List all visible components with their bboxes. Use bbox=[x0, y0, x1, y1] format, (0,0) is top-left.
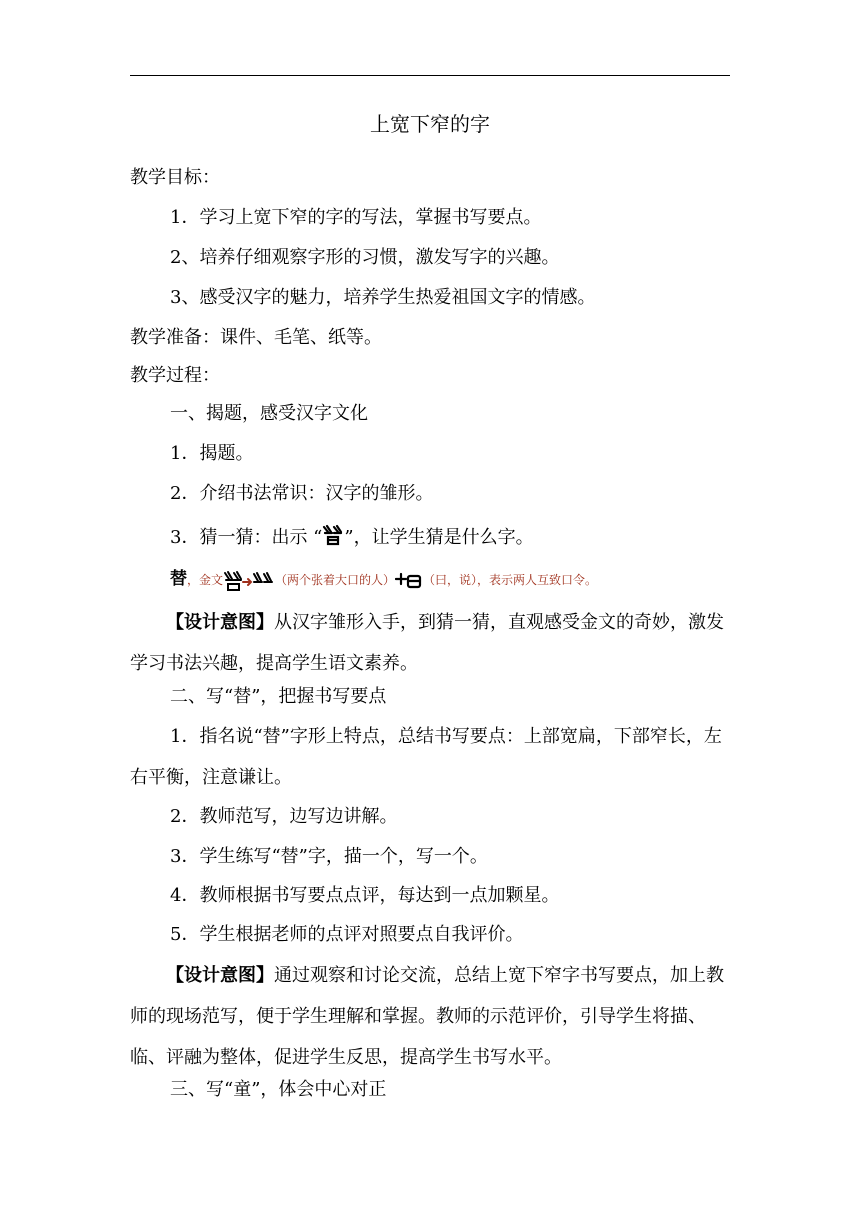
section-2-item-4: 4．教师根据书写要点点评，每达到一点加颗星。 bbox=[170, 885, 560, 906]
section-2-item-1: 1．指名说“替”字形上特点，总结书写要点：上部宽扁，下部窄长，左右平衡，注意谦让。 bbox=[130, 726, 722, 788]
goal-1: 1．学习上宽下窄的字的写法，掌握书写要点。 bbox=[170, 207, 542, 228]
design-intent-2 bbox=[130, 955, 730, 1078]
section-1-item-3-text-b: ”，让学生猜是什么字。 bbox=[344, 527, 534, 548]
design-intent-1 bbox=[130, 602, 730, 684]
section-1-item-2: 2．介绍书法常识：汉字的雏形。 bbox=[170, 483, 434, 504]
bronze-script-icon bbox=[223, 570, 275, 592]
section-1-item-3 bbox=[170, 524, 730, 548]
section-1-heading: 一、揭题，感受汉字文化 bbox=[170, 403, 368, 424]
design-intent-1-text: 从汉字雏形入手，到猜一猜，直观感受金文的奇妙，激发学习书法兴趣，提高学生语文素养。 bbox=[130, 612, 724, 674]
section-1-item-1: 1．揭题。 bbox=[170, 443, 254, 464]
mouth-glyph-icon bbox=[395, 572, 423, 590]
goal-2: 2、培养仔细观察字形的习惯，激发写字的兴趣。 bbox=[170, 247, 560, 268]
process-heading: 教学过程： bbox=[130, 365, 220, 386]
section-2-item-2: 2．教师范写，边写边讲解。 bbox=[170, 806, 398, 827]
bronze-glyph-icon bbox=[322, 524, 344, 546]
design-intent-2-text: 通过观察和讨论交流，总结上宽下窄字书写要点，加上教师的现场范写，便于学生理解和掌握。教师的示范评价，引导学生将描、临、评融为整体，促进学生反思，提高学生书写水平。 bbox=[130, 965, 724, 1068]
note-text-a: ，金文 bbox=[187, 573, 224, 587]
preparation: 教学准备：课件、毛笔、纸等。 bbox=[130, 327, 382, 348]
design-intent-1-tag: 【设计意图】 bbox=[166, 612, 274, 633]
design-intent-2-tag: 【设计意图】 bbox=[166, 965, 274, 986]
note-character: 替 bbox=[170, 569, 187, 589]
section-3-heading: 三、写“童”，体会中心对正 bbox=[170, 1079, 387, 1100]
header-rule bbox=[130, 75, 730, 76]
section-2-item-3: 3．学生练写“替”字，描一个，写一个。 bbox=[170, 846, 488, 867]
note-text-c: （曰，说），表示两人互致口令。 bbox=[423, 573, 598, 587]
goals-heading: 教学目标： bbox=[130, 167, 220, 188]
section-2-heading: 二、写“替”，把握书写要点 bbox=[170, 686, 387, 707]
section-1-item-3-text-a: 3．猜一猜：出示 “ bbox=[170, 527, 323, 548]
page-title: 上宽下窄的字 bbox=[370, 112, 490, 136]
goal-3: 3、感受汉字的魅力，培养学生热爱祖国文字的情感。 bbox=[170, 287, 596, 308]
note-text-b: （两个张着大口的人） bbox=[275, 573, 396, 587]
etymology-note bbox=[170, 568, 597, 592]
section-2-item-5: 5．学生根据老师的点评对照要点自我评价。 bbox=[170, 924, 524, 945]
